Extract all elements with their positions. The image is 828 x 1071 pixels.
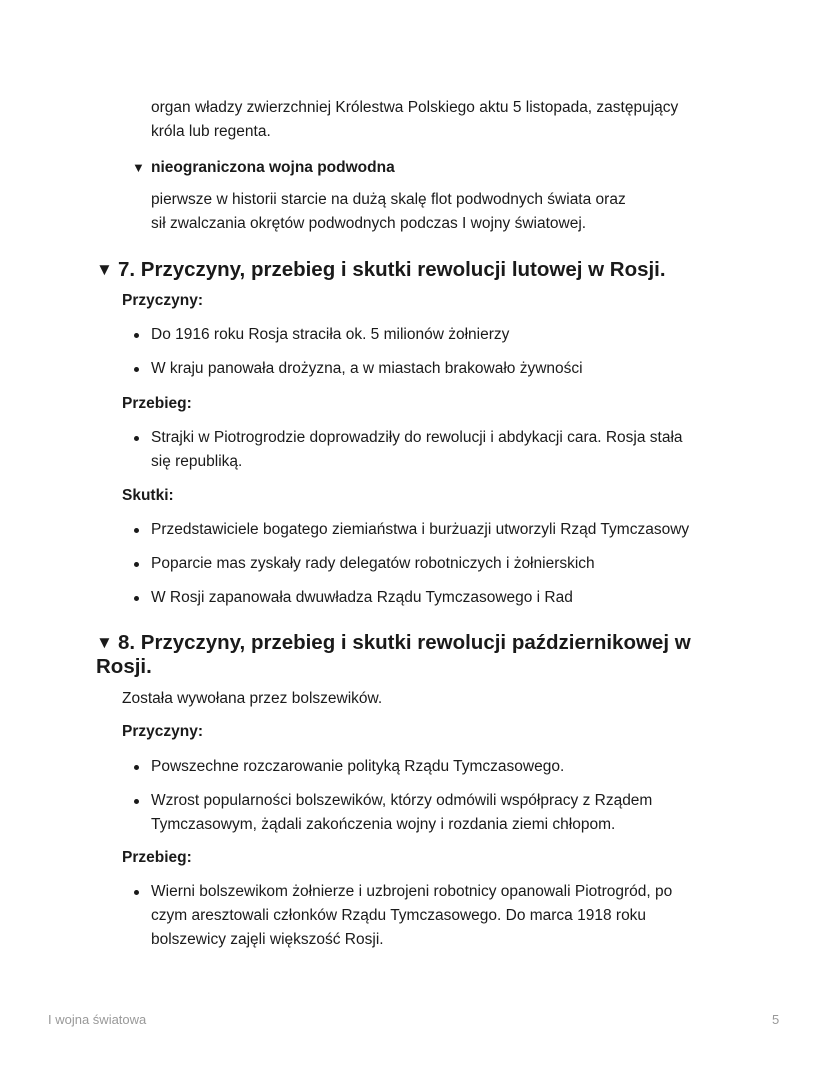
page-number: 5 xyxy=(772,1012,780,1027)
triangle-down-icon[interactable]: ▼ xyxy=(96,633,113,652)
list-item: Poparcie mas zyskały rady delegatów robotniczych i żołnierskich xyxy=(151,555,595,572)
list-item: W Rosji zapanowała dwuwładza Rządu Tymczasowego i Rad xyxy=(151,589,573,606)
section-intro: Została wywołana przez bolszewików. xyxy=(122,690,383,707)
label-course: Przebieg: xyxy=(122,395,192,412)
bullet-icon xyxy=(134,799,139,804)
list-item-continuation: bolszewicy zajęli większość Rosji. xyxy=(151,931,384,948)
label-effects: Skutki: xyxy=(122,487,174,504)
bullet-icon xyxy=(134,890,139,895)
text-line: sił zwalczania okrętów podwodnych podczas I wojny światowej. xyxy=(151,215,587,232)
triangle-down-icon[interactable]: ▼ xyxy=(96,260,113,279)
list-item: Powszechne rozczarowanie polityką Rządu Tymczasowego. xyxy=(151,758,565,775)
bullet-icon xyxy=(134,367,139,372)
list-item: W kraju panowała drożyzna, a w miastach brakowało żywności xyxy=(151,360,583,377)
section-title-continuation: Rosji. xyxy=(96,655,152,678)
list-item: Wzrost popularności bolszewików, którzy odmówili współpracy z Rządem xyxy=(151,792,653,809)
text-line: pierwsze w historii starcie na dużą skalę flot podwodnych świata oraz xyxy=(151,191,626,208)
section-title: 7. Przyczyny, przebieg i skutki rewolucji lutowej w Rosji. xyxy=(118,258,666,281)
label-causes: Przyczyny: xyxy=(122,292,203,309)
text-line: króla lub regenta. xyxy=(151,123,271,140)
label-course: Przebieg: xyxy=(122,849,192,866)
bullet-icon xyxy=(134,528,139,533)
list-item: Do 1916 roku Rosja straciła ok. 5 milionów żołnierzy xyxy=(151,326,510,343)
subsection-title: nieograniczona wojna podwodna xyxy=(151,159,395,176)
list-item: Wierni bolszewikom żołnierze i uzbrojeni robotnicy opanowali Piotrogród, po xyxy=(151,883,673,900)
triangle-down-icon[interactable]: ▼ xyxy=(132,160,145,175)
bullet-icon xyxy=(134,333,139,338)
list-item-continuation: się republiką. xyxy=(151,453,243,470)
list-item: Strajki w Piotrogrodzie doprowadziły do rewolucji i abdykacji cara. Rosja stała xyxy=(151,429,683,446)
footer-title: I wojna światowa xyxy=(48,1012,147,1027)
bullet-icon xyxy=(134,436,139,441)
bullet-icon xyxy=(134,562,139,567)
section-title: 8. Przyczyny, przebieg i skutki rewolucji październikowej w xyxy=(118,631,691,654)
label-causes: Przyczyny: xyxy=(122,723,203,740)
list-item-continuation: czym aresztowali członków Rządu Tymczasowego. Do marca 1918 roku xyxy=(151,907,647,924)
bullet-icon xyxy=(134,765,139,770)
text-line: organ władzy zwierzchniej Królestwa Polskiego aktu 5 listopada, zastępujący xyxy=(151,99,679,116)
list-item: Przedstawiciele bogatego ziemiaństwa i burżuazji utworzyli Rząd Tymczasowy xyxy=(151,521,690,538)
bullet-icon xyxy=(134,596,139,601)
list-item-continuation: Tymczasowym, żądali zakończenia wojny i rozdania ziemi chłopom. xyxy=(151,816,616,833)
